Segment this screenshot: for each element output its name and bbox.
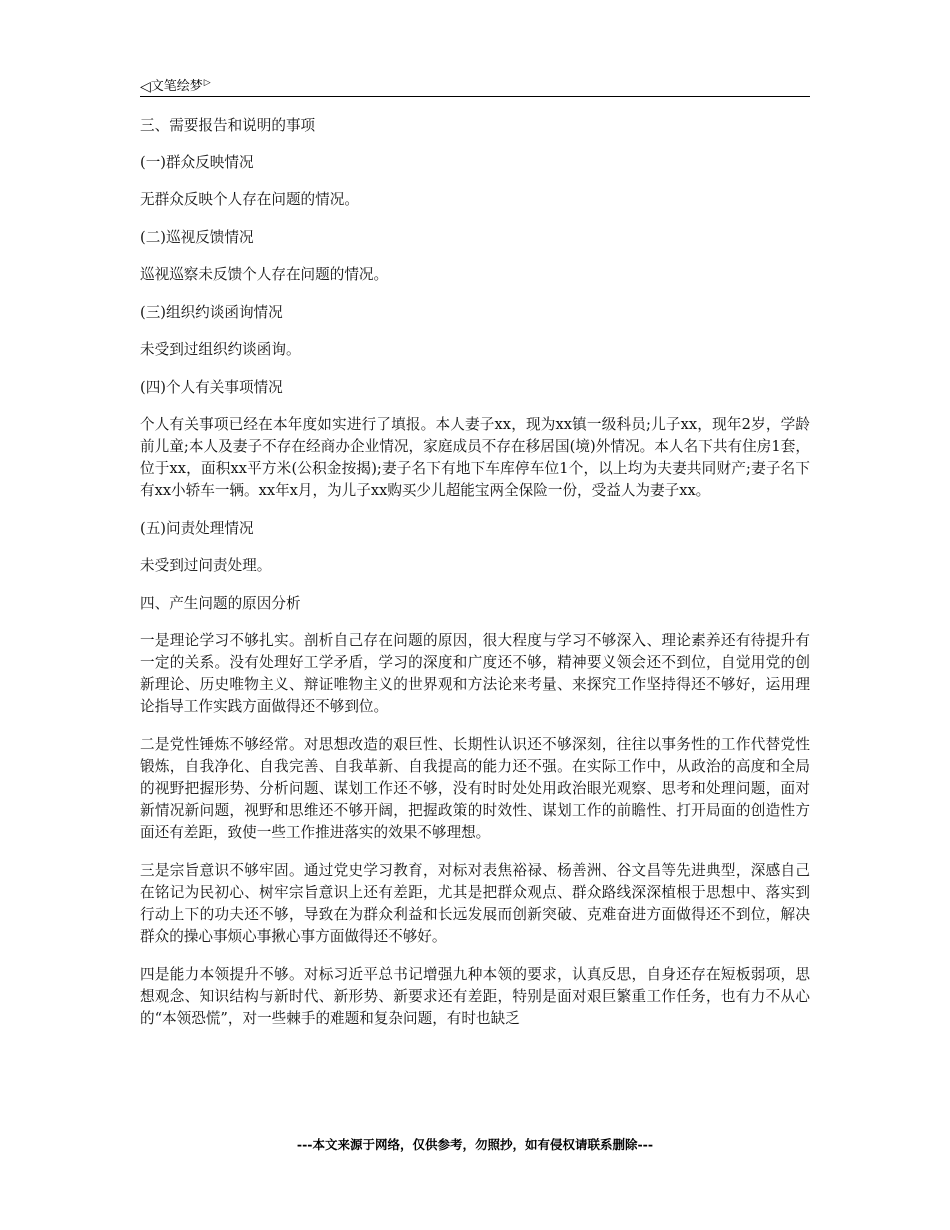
subsection-heading: (三)组织约谈函询情况	[140, 304, 283, 321]
page-header	[140, 68, 810, 94]
section-heading: 四、产生问题的原因分析	[140, 595, 301, 612]
subsection-heading: (二)巡视反馈情况	[140, 229, 254, 246]
right-triangle-icon: ▷	[203, 78, 211, 88]
body-paragraph: 一是理论学习不够扎实。剖析自己存在问题的原因，很大程度与学习不够深入、理论素养还有待提升有一定的关系。没有处理好工学矛盾，学习的深度和广度还不够，精神要义领会还不到位，自觉用党的创新理论、历史唯物主义、辩证唯物主义的世界观和方法论来考量、来探究工作坚持得还不够好，运用理论指导工作实践方面做得还不够到位。	[140, 632, 810, 715]
page-footer: ---本文来源于网络，仅供参考，勿照抄，如有侵权请联系删除---	[296, 1137, 654, 1152]
body-paragraph: 三是宗旨意识不够牢固。通过党史学习教育，对标对表焦裕禄、杨善洲、谷文昌等先进典型，深感自己在铭记为民初心、树牢宗旨意识上还有差距，尤其是把群众观点、群众路线深深植根于思想中、落实到行动上下的功夫还不够，导致在为群众利益和长远发展而创新突破、克难奋进方面做得还不到位，解决群众的操心事烦心事揪心事方面做得还不够好。	[140, 862, 810, 945]
subsection-heading: (一)群众反映情况	[140, 154, 254, 171]
document-body	[140, 115, 810, 1030]
header-divider	[140, 96, 810, 97]
body-paragraph: 未受到过组织约谈函询。	[140, 341, 301, 358]
left-triangle-icon: ◁	[140, 79, 151, 95]
body-paragraph: 无群众反映个人存在问题的情况。	[140, 191, 359, 208]
body-paragraph: 二是党性锤炼不够经常。对思想改造的艰巨性、长期性认识还不够深刻，往往以事务性的工作代替党性锻炼，自我净化、自我完善、自我革新、自我提高的能力还不强。在实际工作中，从政治的高度和全局的视野把握形势、分析问题、谋划工作还不够，没有时时处处用政治眼光观察、思考和处理问题，面对新情况新问题，视野和思维还不够开阔，把握政策的时效性、谋划工作的前瞻性、打开局面的创造性方面还有差距，致使一些工作推进落实的效果不够理想。	[140, 736, 810, 841]
body-paragraph: 巡视巡察未反馈个人存在问题的情况。	[140, 266, 389, 283]
document-page	[140, 68, 810, 1046]
header-brand: 文笔绘梦	[150, 79, 203, 94]
section-heading: 三、需要报告和说明的事项	[140, 117, 316, 134]
subsection-heading: (四)个人有关事项情况	[140, 379, 283, 396]
body-paragraph: 未受到过问责处理。	[140, 557, 272, 574]
body-paragraph: 个人有关事项已经在本年度如实进行了填报。本人妻子xx，现为xx镇一级科员;儿子xx，现年2岁，学龄前儿童;本人及妻子不存在经商办企业情况，家庭成员不存在移居国(境)外情况。本人名下共有住房1套，位于xx，面积xx平方米(公积金按揭);妻子名下有地下车库停车位1个，以上均为夫妻共同财产;妻子名下有xx小轿车一辆。xx年x月，为儿子xx购买少儿超能宝两全保险一份，受益人为妻子xx。	[140, 416, 810, 499]
body-paragraph: 四是能力本领提升不够。对标习近平总书记增强九种本领的要求，认真反思，自身还存在短板弱项，思想观念、知识结构与新时代、新形势、新要求还有差距，特别是面对艰巨繁重工作任务，也有力不从心的“本领恐慌”，对一些棘手的难题和复杂问题，有时也缺乏	[140, 966, 810, 1027]
subsection-heading: (五)问责处理情况	[140, 520, 254, 537]
